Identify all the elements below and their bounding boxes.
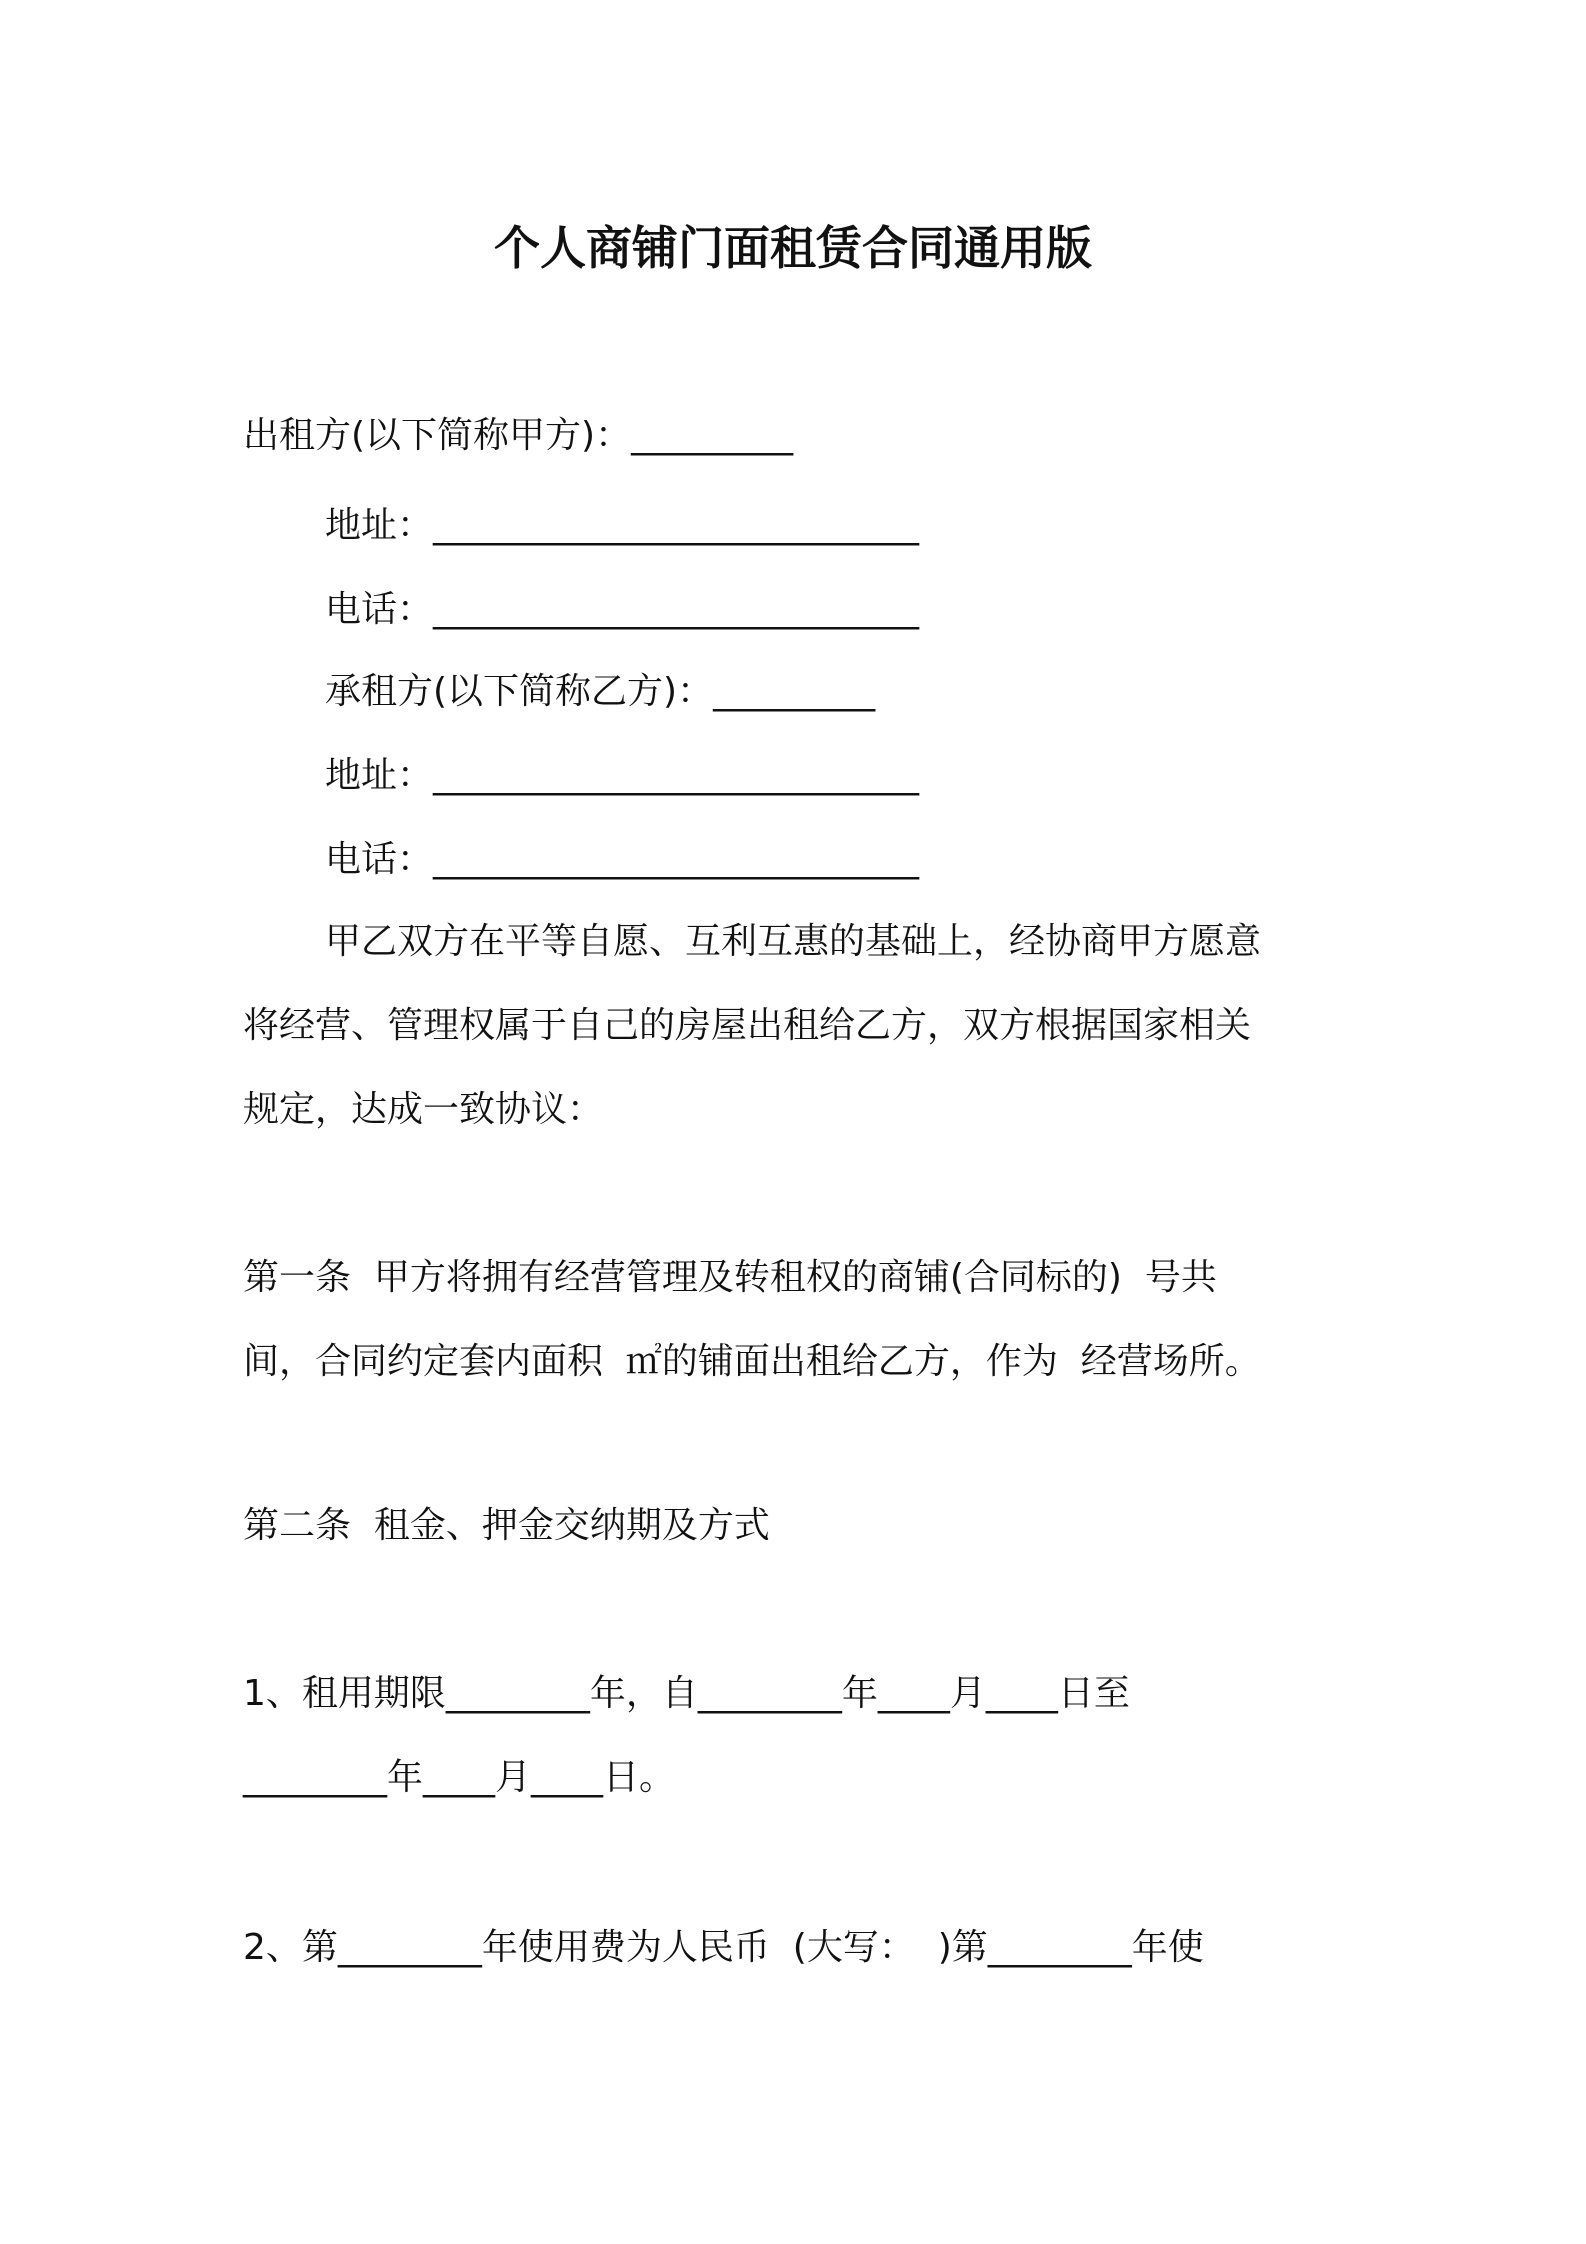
document-title: 个人商铺门面租赁合同通用版	[494, 221, 1092, 275]
lessor-phone: 电话：___________________________	[325, 589, 920, 630]
preamble-line-3: 规定，达成一致协议：	[243, 1089, 604, 1130]
clause1-line-1: 1、租用期限________年，自________年____月____日至	[243, 1673, 1130, 1714]
clause1-line-2: ________年____月____日。	[243, 1757, 676, 1798]
article1-line-1: 第一条 甲方将拥有经营管理及转租权的商铺(合同标的) 号共	[243, 1257, 1217, 1298]
article1-line-2: 间，合同约定套内面积 ㎡的铺面出租给乙方，作为 经营场所。	[243, 1341, 1261, 1382]
clause2-line-1: 2、第________年使用费为人民币 (大写： )第________年使	[243, 1927, 1204, 1968]
lessee-address: 地址：___________________________	[325, 755, 920, 796]
lessor-address: 地址：___________________________	[325, 505, 920, 546]
lessor-label: 出租方(以下简称甲方)：_________	[243, 415, 794, 456]
preamble-line-1: 甲乙双方在平等自愿、互利互惠的基础上，经协商甲方愿意	[325, 921, 1262, 962]
preamble-line-2: 将经营、管理权属于自己的房屋出租给乙方，双方根据国家相关	[243, 1005, 1252, 1046]
lessee-label: 承租方(以下简称乙方)：_________	[325, 671, 876, 712]
article2-heading: 第二条 租金、押金交纳期及方式	[243, 1505, 770, 1546]
lessee-phone: 电话：___________________________	[325, 839, 920, 880]
